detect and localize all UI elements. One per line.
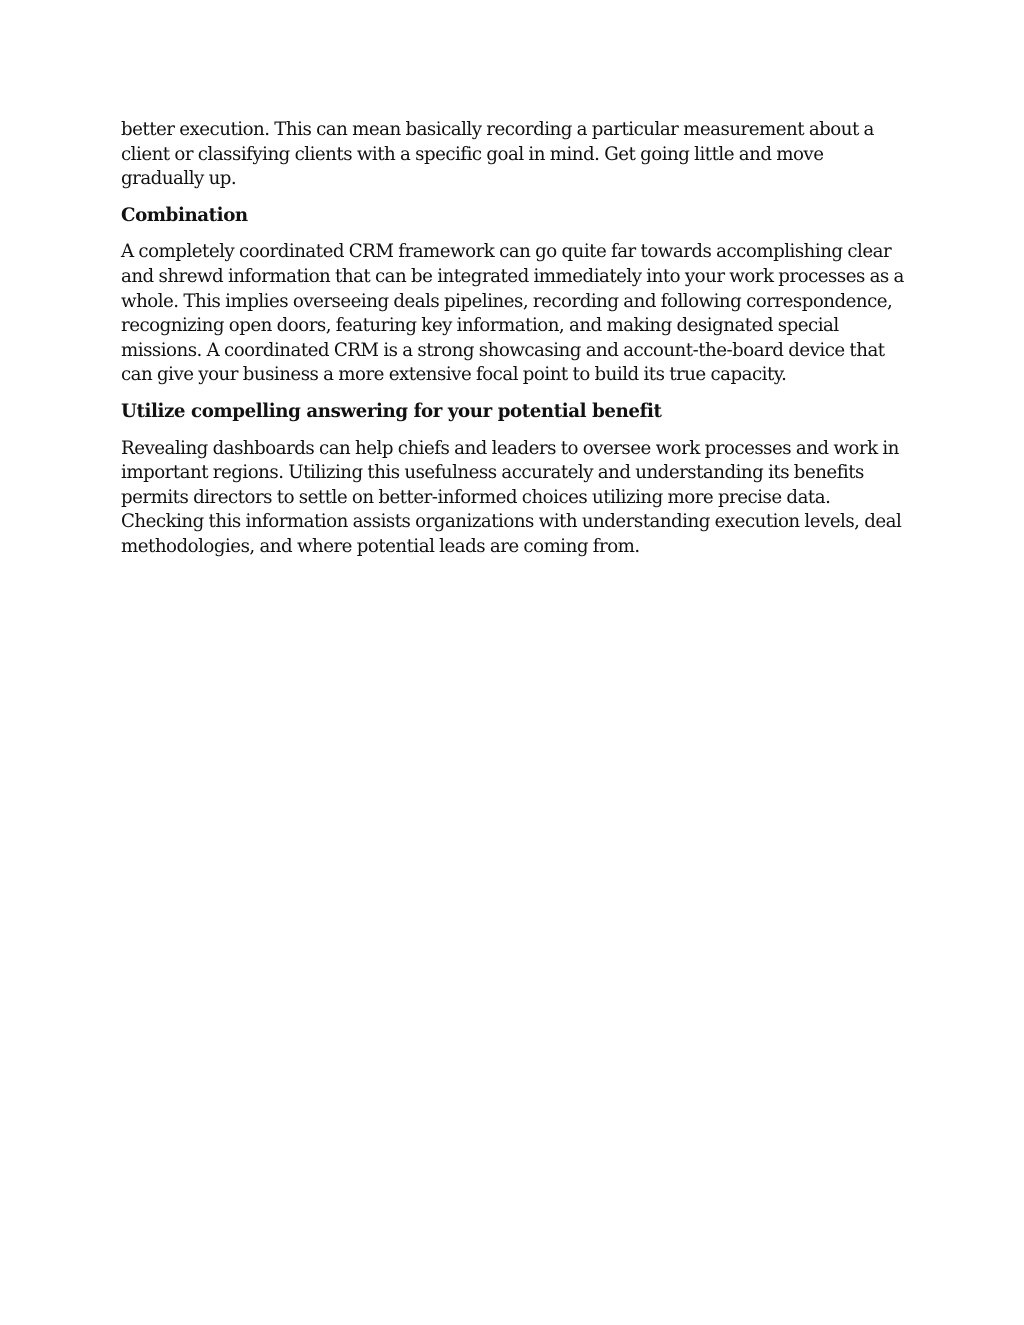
section-paragraph-reporting: Revealing dashboards can help chiefs and leaders to oversee work processes and work in important regions. Utilizing this usefulness accurately and understanding its benefits permits directors to settle on better-informed choices utilizing more precise data. Checking this information assists organizations with understanding execution levels, deal methodologies, and where potential leads are coming from.	[121, 437, 902, 557]
section-paragraph-combination: A completely coordinated CRM framework can go quite far towards accomplishing clear and shrewd information that can be integrated immediately into your work processes as a whole. This implies overseeing deals pipelines, recording and following correspondence, recognizing open doors, featuring key information, and making designated special missions. A coordinated CRM is a strong showcasing and account-the-board device that can give your business a more extensive focal point to build its true capacity.	[121, 241, 904, 386]
section-heading-combination: Combination	[121, 204, 248, 226]
document-page	[121, 118, 911, 572]
intro-paragraph: better execution. This can mean basically recording a particular measurement about a client or classifying clients with a specific goal in mind. Get going little and move gradually up.	[121, 119, 874, 190]
section-heading-reporting: Utilize compelling answering for your potential benefit	[121, 400, 662, 422]
